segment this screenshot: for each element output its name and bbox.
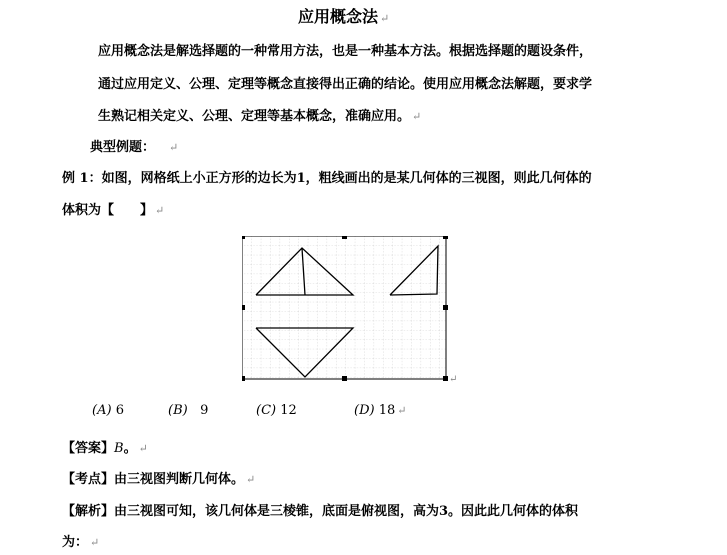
- intro-line-1: [98, 44, 592, 60]
- example-text-2: 体积为【 】: [62, 203, 154, 218]
- analysis-tag: 【解析】: [62, 504, 115, 519]
- answer-end: 。: [123, 441, 137, 456]
- analysis-line-1: [62, 504, 578, 520]
- answer-tag: 【答案】: [62, 441, 115, 456]
- example-text-1: 例 1：如图，网格纸上小正方形的边长为1，粗线画出的是某几何体的三视图，则此几何体的: [62, 171, 592, 186]
- intro-text-3: 生熟记相关定义、公理、定理等基本概念，准确应用。: [98, 109, 411, 124]
- analysis-text-2: 为：: [62, 535, 89, 550]
- paragraph-mark: ↵: [90, 536, 100, 549]
- topic-tag: 【考点】: [62, 472, 115, 487]
- section-label-text: 典型例题：: [90, 140, 156, 155]
- option-c: (C) 12: [256, 403, 297, 418]
- option-a: (A) 6: [92, 403, 124, 418]
- paragraph-mark: ↵: [155, 204, 165, 217]
- example-line-1: [62, 171, 592, 187]
- selection-handle[interactable]: [443, 236, 448, 239]
- intro-line-2: [98, 77, 592, 93]
- three-view-figure: [242, 236, 458, 384]
- selection-handle[interactable]: [242, 305, 245, 310]
- intro-line-3: [98, 109, 421, 125]
- title-text: 应用概念法: [298, 7, 379, 26]
- selection-handle[interactable]: [342, 236, 347, 239]
- topic-text: 由三视图判断几何体。: [114, 472, 245, 487]
- selection-handle[interactable]: [342, 376, 347, 381]
- selection-handle[interactable]: [242, 236, 245, 239]
- analysis-text-1: 由三视图可知，该几何体是三棱锥，底面是俯视图，高为3。因此此几何体的体积: [114, 504, 579, 519]
- analysis-line-2: [62, 535, 99, 551]
- intro-text-1: 应用概念法是解选择题的一种常用方法，也是一种基本方法。根据选择题的题设条件，: [98, 44, 593, 59]
- intro-text-2: 通过应用定义、公理、定理等概念直接得出正确的结论。使用应用概念法解题，要求学: [98, 77, 593, 92]
- paragraph-mark: ↵: [169, 141, 179, 154]
- section-label: [90, 140, 178, 156]
- option-d: (D) 18 ↵: [354, 403, 407, 418]
- paragraph-mark: ↵: [380, 12, 390, 25]
- paragraph-mark: ↵: [138, 442, 148, 455]
- selection-handle[interactable]: [242, 376, 245, 381]
- paragraph-mark: ↵: [412, 110, 422, 123]
- selection-handle[interactable]: [443, 305, 448, 310]
- option-b: (B) 9: [168, 403, 209, 418]
- selection-handle[interactable]: [443, 376, 448, 381]
- answer-line: [62, 441, 148, 457]
- paragraph-mark: ↵: [449, 374, 458, 384]
- answer-value: B: [114, 441, 124, 456]
- topic-line: [62, 472, 255, 488]
- example-line-2: [62, 203, 164, 219]
- grid-background: [242, 236, 446, 379]
- paragraph-mark: ↵: [246, 473, 256, 486]
- page-title: [298, 9, 389, 27]
